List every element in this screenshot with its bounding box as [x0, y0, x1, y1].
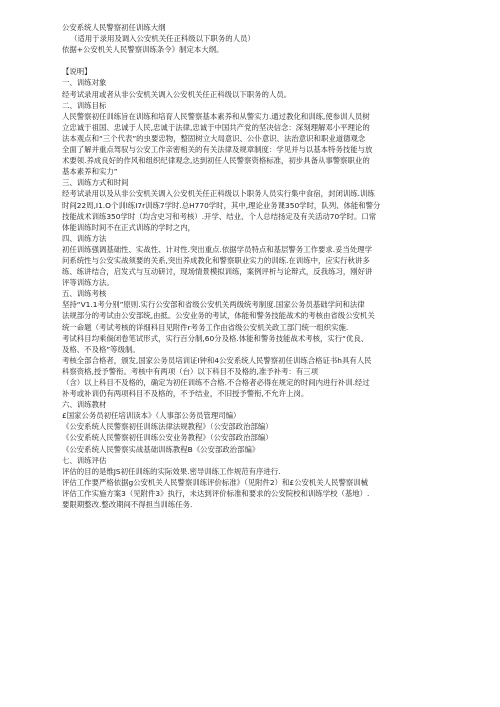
text-line: 六、训练教材 [62, 400, 107, 410]
text-line: 体能训练时间不在正式训练的学时之内， [62, 222, 196, 232]
text-line: £国家公务员初任培训读本》（人事部公务员管理司编） [62, 411, 241, 421]
blank-line [62, 55, 442, 66]
text-line: 要限期整改.整改期间不得担当训练任务. [62, 500, 193, 510]
text-line: 评估的目的是维JS初任训练的实际效果.密导训练工作规范有序进行. [62, 466, 281, 476]
text-line: 《公安系统人民警察实战基础训练教程B《公安部政治部编》 [62, 444, 260, 454]
text-line: 法规部分的考试由公安部统,由抵。公安业务的考试，体能和警务技能战术的考核由省级公安机关 [62, 311, 375, 321]
text-line: 《公安系统人民警察初任训练公安业务教程》（公安部政治部编） [62, 433, 273, 443]
text-line: 五、训练考核 [62, 289, 107, 299]
text-line: 四、训练方法 [62, 233, 107, 243]
text-line: （适用于录用及调入公安机关任正科级以下职务的人员） [70, 34, 255, 44]
text-line: 七、训练评估 [62, 455, 107, 465]
text-line: 评估工作实施方案3（见附件3》执行，未达到评价标准和要求的公安院校和训练学校（基地）. [62, 488, 370, 498]
text-line: （含）以上科目不及格的，确定为初任训练不合格.不合格者必得在规定的时间内进行补训.经过 [62, 378, 370, 387]
document-page [62, 22, 442, 510]
text-line: 依据+公安机关人民警察训练条令》制定本大纲。 [62, 45, 224, 55]
text-line: 人民警察初任训练旨在训练和培育人民警察基本素养和从警实力.通过教化和训练,使参训人员树 [62, 111, 370, 121]
text-line: 二、训练目标 [62, 100, 107, 110]
text-line: 【说明】 [62, 67, 92, 77]
text-line: 经考试录用或者从非公安机关调入公安机关任正科级以下职务的人员。 [62, 89, 292, 99]
text-line: 基本素养和实力” [62, 167, 118, 177]
text-line: 技能战术训练350学时（均含史习和考核）.开学、结业、个人总结扬定及有关活动70学时。口常 [62, 211, 377, 221]
text-line: 经考试录用以及从非公安机关调入公安机关任正科级以卜职务人员实行集中食宿，封闭训练.训练 [62, 189, 375, 199]
text-line: 时间22周,I1.O个训l练I7r训练7学时.总H770学时，其中,理论业务课350学时，队列、体能和警分 [62, 200, 381, 210]
text-line: 评等训练方法。 [62, 278, 114, 288]
text-line: 坚持“V1.1考分别”原则.实行公安部和省级公安机关两级统考制度.国家公务员基础学问和法律 [62, 300, 365, 310]
text-line: 练、练讲结合，启发式与互动研讨，现场情景模拟训练，案例评析与论辩式，反我练习，刚好讲 [62, 267, 373, 277]
text-line: 三、训练方式和时间 [62, 178, 129, 188]
text-line: 初任训练强调基础性、实战性、计对性.突出重点.依据学员特点和基层警务工作要求.妥当处理学 [62, 244, 373, 254]
text-line: 评估工作要严格依据g公安机关人民警察训练评价标准》（见附件2）和£公安机关人民警察训械 [62, 477, 369, 487]
text-line: 问系统性与公安实战须要的关系,突出养成教化和警察职业实力的训练.在训练中，应实行秋讲多 [62, 255, 370, 265]
text-line: 一、训练对象 [62, 78, 107, 88]
text-line: 统一命题（考试考核的详细科目见附件r考务工作由省级公安机关政工部门统一组织实施. [62, 322, 349, 332]
text-line: 全面了解并重点驾驭与公安工作亲密相关的有关法律及规章制度：学见并与以基本特务技能与放 [62, 145, 373, 155]
text-line: 及格、不及格”等级制。 [62, 344, 140, 354]
text-line: 法本观点和“三个代表”的虫要忠物，整固树立大局意识、公仆意识、法治意识和职业道德观念 [62, 133, 366, 143]
text-line: 科察资格,授予警衔。考核中有两项（台）以下科目不及格的,准予补考：有三项 [62, 366, 318, 376]
text-line: 《公安系统人民警察初任训练法律法规教程》（公安部政治部编） [62, 422, 273, 432]
text-line: 立忠诚于祖国、忠诚于人民,忠诚于法律,忠诚于中国共产党的坚决信念：深刻理解邓小平理论的 [62, 122, 370, 132]
text-line: 考核全部合格者，颁发,国家公务员培训证I钟和4公安系统人民警察初任训练合格证书h具有人民 [62, 355, 372, 365]
text-line: 补考或补训仍有两项科目不及格的，不予结业，不旧授予警衔,不允许上岗。 [62, 389, 309, 399]
text-line: 考试科目均乘倘闭卷笔试形式，实行百分制,60分及格.体能和警务技能战术考核，实行“优良、 [62, 333, 369, 343]
text-line: 公安系统人民警察初任训练大纲 [62, 23, 166, 32]
text-line: 术要领.养成良好的作风和组织纪律观念,达到初任人民警察资格标准，初步具备从事警察职业的 [62, 156, 370, 166]
